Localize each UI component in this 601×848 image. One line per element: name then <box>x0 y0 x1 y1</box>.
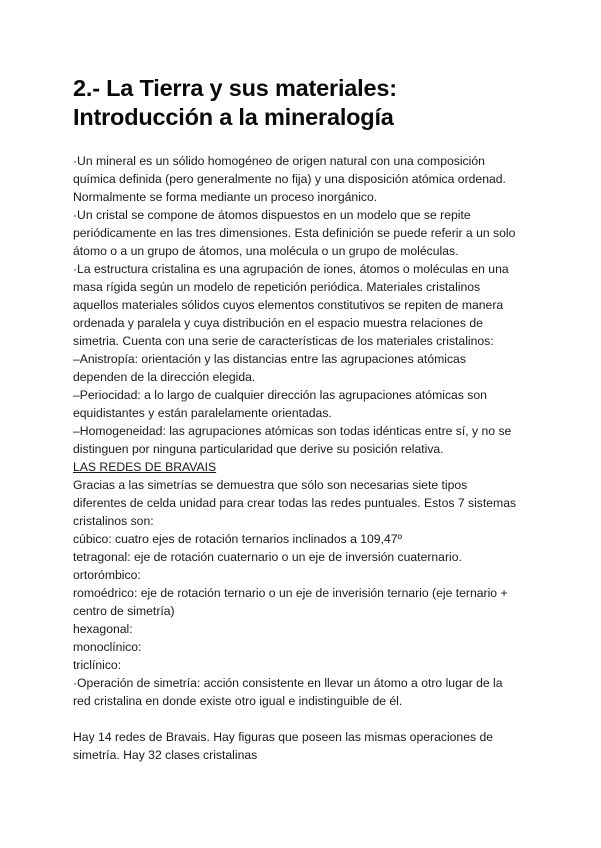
text-line: aquellos materiales sólidos cuyos elementos constitutivos se repiten de manera <box>73 298 504 312</box>
text-line: simetría. Hay 32 clases cristalinas <box>73 748 258 762</box>
text-line: átomo o a un grupo de átomos, una molécula o un grupo de moléculas. <box>73 244 459 258</box>
document-body <box>73 152 533 764</box>
text-line: ·Un mineral es un sólido homogéneo de origen natural con una composición <box>73 154 485 168</box>
text-line: romoédrico: eje de rotación ternario o un eje de inverisión ternario (eje ternario + <box>73 586 508 600</box>
document-page <box>73 74 533 764</box>
text-line: red cristalina en donde existe otro igual e indistinguible de él. <box>73 694 403 708</box>
text-line: Hay 14 redes de Bravais. Hay figuras que poseen las mismas operaciones de <box>73 730 494 744</box>
text-line: cúbico: cuatro ejes de rotación ternarios inclinados a 109,47º <box>73 532 402 546</box>
text-line: ·Operación de simetría: acción consistente en llevar un átomo a otro lugar de la <box>73 676 503 690</box>
page-title <box>73 74 533 132</box>
text-line: periódicamente en las tres dimensiones. Esta definición se puede referir a un solo <box>73 226 516 240</box>
text-line: distinguen por ninguna particularidad que derive su posición relativa. <box>73 442 444 456</box>
text-line: ordenada y paralela y cuya distribución en el espacio muestra relaciones de <box>73 316 483 330</box>
text-line: –Anistropía: orientación y las distancias entre las agrupaciones atómicas <box>73 352 466 366</box>
text-line: –Homogeneidad: las agrupaciones atómicas son todas idénticas entre sí, y no se <box>73 424 512 438</box>
text-line: monoclínico: <box>73 640 142 654</box>
text-line: –Periocidad: a lo largo de cualquier dirección las agrupaciones atómicas son <box>73 388 487 402</box>
text-line: dependen de la dirección elegida. <box>73 370 256 384</box>
text-line: química definida (pero generalmente no fija) y una disposición atómica ordenad. <box>73 172 506 186</box>
text-line: Normalmente se forma mediante un proceso inorgánico. <box>73 190 378 204</box>
text-line: ortorómbico: <box>73 568 141 582</box>
section-heading-bravais: LAS REDES DE BRAVAIS <box>73 460 217 474</box>
title-line-1: 2.- La Tierra y sus materiales: <box>73 75 397 101</box>
text-line: ·Un cristal se compone de átomos dispuestos en un modelo que se repite <box>73 208 471 222</box>
text-line: equidistantes y están paralelamente orientadas. <box>73 406 332 420</box>
text-line: centro de simetría) <box>73 604 175 618</box>
paragraph-spacer <box>73 710 533 728</box>
text-line: simetria. Cuenta con una serie de características de los materiales cristalinos: <box>73 334 494 348</box>
text-line: diferentes de celda unidad para crear todas las redes puntuales. Estos 7 sistemas <box>73 496 517 510</box>
text-line: cristalinos son: <box>73 514 154 528</box>
text-line: hexagonal: <box>73 622 133 636</box>
text-line: Gracias a las simetrías se demuestra que sólo son necesarias siete tipos <box>73 478 468 492</box>
text-line: triclínico: <box>73 658 122 672</box>
text-line: masa rígida según un modelo de repetición periódica. Materiales cristalinos <box>73 280 481 294</box>
text-line: ·La estructura cristalina es una agrupación de iones, átomos o moléculas en una <box>73 262 509 276</box>
title-line-2: Introducción a la mineralogía <box>73 104 394 130</box>
text-line: tetragonal: eje de rotación cuaternario o un eje de inversión cuaternario. <box>73 550 462 564</box>
